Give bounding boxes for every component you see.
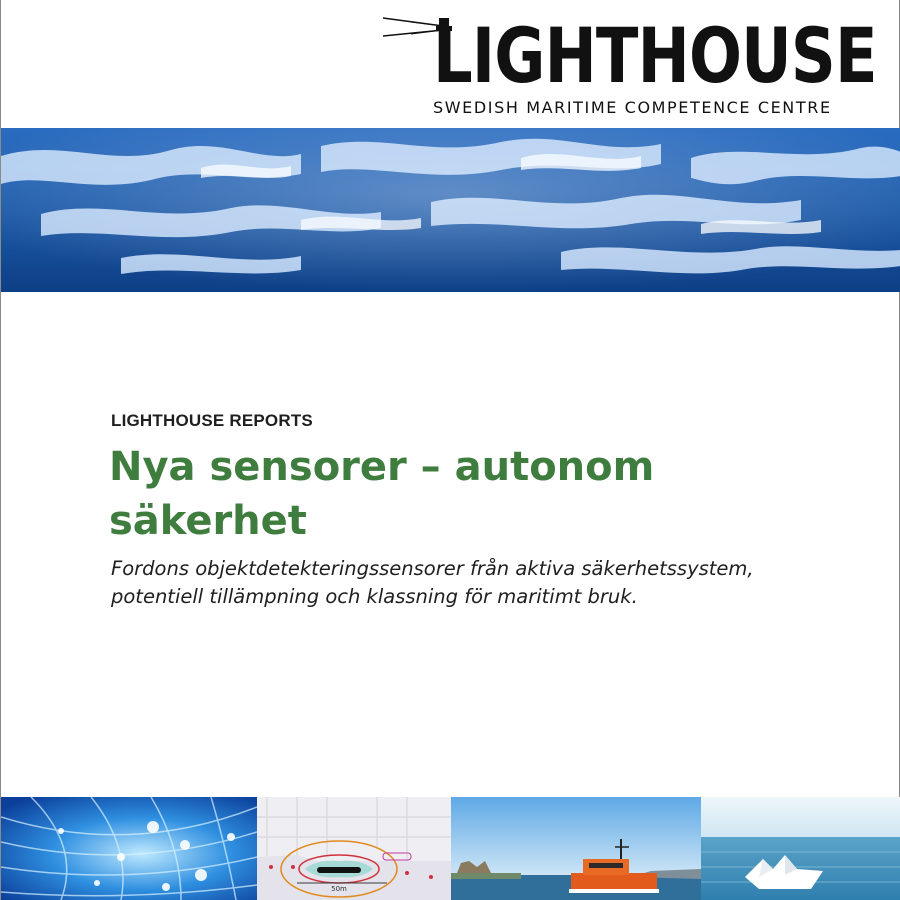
map-distance-label: 50m (331, 885, 347, 893)
image-strip (1, 797, 900, 900)
rescue-boat-image (451, 797, 701, 900)
report-title: Nya sensorer – autonom säkerhet (109, 444, 655, 544)
paper-boat-image (701, 797, 900, 900)
logo-tagline: SWEDISH MARITIME COMPETENCE CENTRE (433, 98, 832, 117)
report-series-label: LIGHTHOUSE REPORTS (111, 411, 313, 430)
report-subtitle: Fordons objektdetekteringssensorer från aktiva säkerhetssystem, potentiell tillämpning och klassning för maritimt bruk. (111, 557, 754, 608)
logo-wordmark: LIGHTHOUSE (433, 11, 877, 100)
digital-grid-image (1, 797, 257, 900)
water-banner-image (1, 128, 900, 292)
sensor-map-image (257, 797, 451, 900)
lighthouse-logo (381, 10, 877, 122)
